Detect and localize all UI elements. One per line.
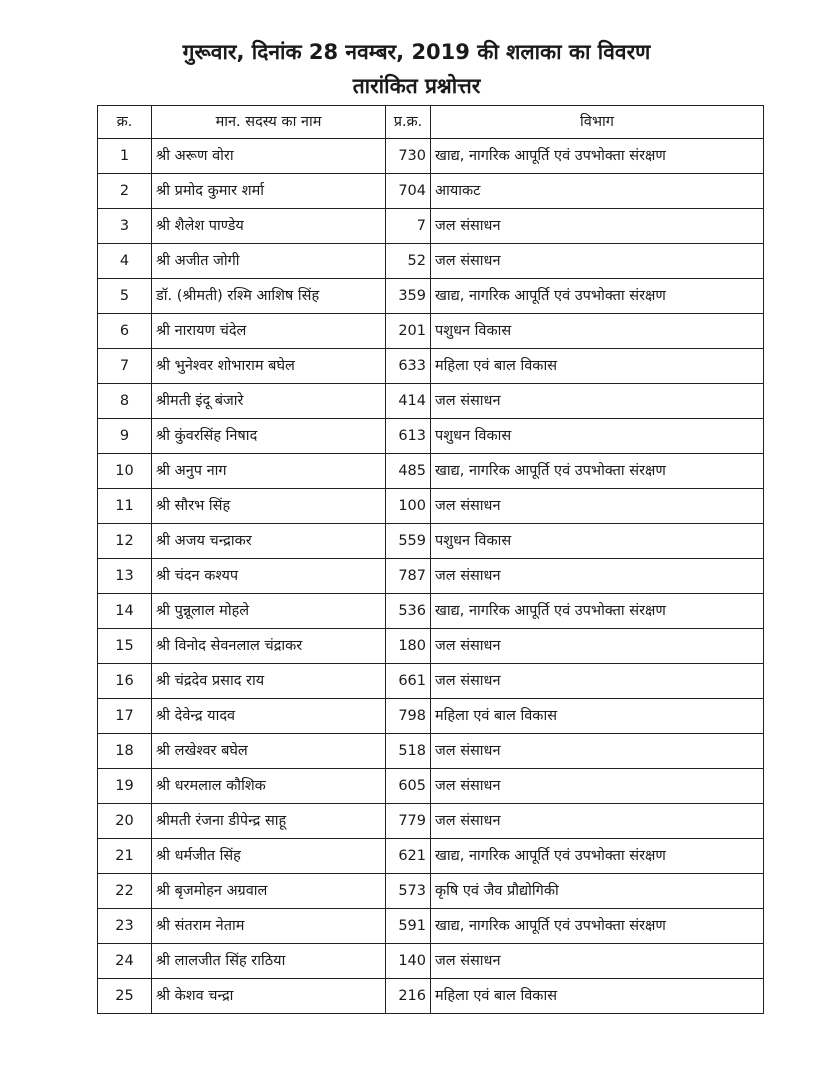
cell-department: महिला एवं बाल विकास: [431, 699, 764, 734]
table-header-row: [98, 106, 764, 139]
cell-question-number: 52: [386, 244, 431, 279]
header-question-number: प्र.क्र.: [386, 106, 431, 139]
table-row: [98, 279, 764, 314]
cell-department: जल संसाधन: [431, 734, 764, 769]
header-department: विभाग: [431, 106, 764, 139]
cell-member-name: श्रीमती इंदू बंजारे: [152, 384, 386, 419]
cell-department: जल संसाधन: [431, 559, 764, 594]
cell-member-name: श्री प्रमोद कुमार शर्मा: [152, 174, 386, 209]
cell-department: खाद्य, नागरिक आपूर्ति एवं उपभोक्ता संरक्षण: [431, 454, 764, 489]
cell-sno: 8: [98, 384, 152, 419]
cell-member-name: श्री कुंवरसिंह निषाद: [152, 419, 386, 454]
cell-department: जल संसाधन: [431, 629, 764, 664]
cell-sno: 25: [98, 979, 152, 1014]
cell-question-number: 787: [386, 559, 431, 594]
cell-question-number: 201: [386, 314, 431, 349]
table-row: [98, 629, 764, 664]
cell-sno: 21: [98, 839, 152, 874]
cell-question-number: 573: [386, 874, 431, 909]
cell-sno: 20: [98, 804, 152, 839]
cell-question-number: 633: [386, 349, 431, 384]
cell-sno: 19: [98, 769, 152, 804]
cell-question-number: 559: [386, 524, 431, 559]
cell-sno: 4: [98, 244, 152, 279]
cell-department: जल संसाधन: [431, 769, 764, 804]
cell-member-name: श्री धर्मजीत सिंह: [152, 839, 386, 874]
table-row: [98, 314, 764, 349]
cell-question-number: 518: [386, 734, 431, 769]
cell-department: आयाकट: [431, 174, 764, 209]
cell-question-number: 100: [386, 489, 431, 524]
table-row: [98, 839, 764, 874]
cell-department: महिला एवं बाल विकास: [431, 979, 764, 1014]
cell-question-number: 605: [386, 769, 431, 804]
cell-member-name: श्रीमती रंजना डीपेन्द्र साहू: [152, 804, 386, 839]
table-row: [98, 804, 764, 839]
cell-member-name: श्री भुनेश्वर शोभाराम बघेल: [152, 349, 386, 384]
cell-department: जल संसाधन: [431, 209, 764, 244]
cell-member-name: श्री देवेन्द्र यादव: [152, 699, 386, 734]
cell-department: जल संसाधन: [431, 489, 764, 524]
cell-sno: 24: [98, 944, 152, 979]
cell-member-name: श्री बृजमोहन अग्रवाल: [152, 874, 386, 909]
cell-member-name: श्री चंद्रदेव प्रसाद राय: [152, 664, 386, 699]
table-row: [98, 174, 764, 209]
cell-sno: 6: [98, 314, 152, 349]
table-row: [98, 769, 764, 804]
table-row: [98, 909, 764, 944]
table-row: [98, 349, 764, 384]
table-row: [98, 489, 764, 524]
cell-department: कृषि एवं जैव प्रौद्योगिकी: [431, 874, 764, 909]
cell-sno: 12: [98, 524, 152, 559]
header-member-name: मान. सदस्य का नाम: [152, 106, 386, 139]
cell-department: पशुधन विकास: [431, 524, 764, 559]
cell-sno: 9: [98, 419, 152, 454]
table-body: [98, 139, 764, 1014]
cell-question-number: 591: [386, 909, 431, 944]
page-title: गुरूवार, दिनांक 28 नवम्बर, 2019 की शलाका का विवरण: [182, 40, 651, 64]
cell-sno: 3: [98, 209, 152, 244]
cell-member-name: श्री अजीत जोगी: [152, 244, 386, 279]
cell-question-number: 661: [386, 664, 431, 699]
table-row: [98, 664, 764, 699]
table-row: [98, 944, 764, 979]
header-sno: क्र.: [98, 106, 152, 139]
cell-member-name: श्री शैलेश पाण्डेय: [152, 209, 386, 244]
table-row: [98, 454, 764, 489]
cell-department: खाद्य, नागरिक आपूर्ति एवं उपभोक्ता संरक्षण: [431, 839, 764, 874]
page-subtitle: तारांकित प्रश्नोत्तर: [352, 74, 481, 98]
cell-question-number: 621: [386, 839, 431, 874]
cell-question-number: 613: [386, 419, 431, 454]
table-row: [98, 384, 764, 419]
table-row: [98, 139, 764, 174]
table-row: [98, 734, 764, 769]
table-row: [98, 244, 764, 279]
cell-question-number: 485: [386, 454, 431, 489]
table-row: [98, 559, 764, 594]
table-row: [98, 209, 764, 244]
cell-member-name: श्री संतराम नेताम: [152, 909, 386, 944]
cell-department: पशुधन विकास: [431, 314, 764, 349]
cell-sno: 17: [98, 699, 152, 734]
cell-sno: 10: [98, 454, 152, 489]
cell-sno: 7: [98, 349, 152, 384]
cell-department: जल संसाधन: [431, 664, 764, 699]
cell-sno: 22: [98, 874, 152, 909]
cell-member-name: श्री सौरभ सिंह: [152, 489, 386, 524]
cell-question-number: 180: [386, 629, 431, 664]
cell-member-name: श्री चंदन कश्यप: [152, 559, 386, 594]
cell-question-number: 536: [386, 594, 431, 629]
cell-member-name: श्री अजय चन्द्राकर: [152, 524, 386, 559]
questions-table: [97, 105, 764, 1014]
cell-question-number: 7: [386, 209, 431, 244]
cell-department: जल संसाधन: [431, 384, 764, 419]
cell-member-name: श्री अरूण वोरा: [152, 139, 386, 174]
cell-member-name: श्री धरमलाल कौशिक: [152, 769, 386, 804]
cell-department: जल संसाधन: [431, 244, 764, 279]
cell-sno: 11: [98, 489, 152, 524]
cell-department: जल संसाधन: [431, 804, 764, 839]
cell-department: महिला एवं बाल विकास: [431, 349, 764, 384]
cell-member-name: श्री नारायण चंदेल: [152, 314, 386, 349]
cell-department: पशुधन विकास: [431, 419, 764, 454]
cell-member-name: श्री पुन्नूलाल मोहले: [152, 594, 386, 629]
cell-sno: 18: [98, 734, 152, 769]
table-row: [98, 524, 764, 559]
cell-member-name: श्री केशव चन्द्रा: [152, 979, 386, 1014]
cell-sno: 15: [98, 629, 152, 664]
cell-member-name: श्री लखेश्वर बघेल: [152, 734, 386, 769]
table-row: [98, 979, 764, 1014]
cell-member-name: श्री लालजीत सिंह राठिया: [152, 944, 386, 979]
cell-sno: 5: [98, 279, 152, 314]
cell-department: खाद्य, नागरिक आपूर्ति एवं उपभोक्ता संरक्षण: [431, 279, 764, 314]
cell-department: खाद्य, नागरिक आपूर्ति एवं उपभोक्ता संरक्षण: [431, 909, 764, 944]
cell-question-number: 704: [386, 174, 431, 209]
cell-question-number: 798: [386, 699, 431, 734]
cell-question-number: 140: [386, 944, 431, 979]
cell-question-number: 216: [386, 979, 431, 1014]
cell-member-name: श्री विनोद सेवनलाल चंद्राकर: [152, 629, 386, 664]
cell-question-number: 730: [386, 139, 431, 174]
cell-member-name: डॉ. (श्रीमती) रश्मि आशिष सिंह: [152, 279, 386, 314]
table-row: [98, 699, 764, 734]
cell-question-number: 779: [386, 804, 431, 839]
cell-department: खाद्य, नागरिक आपूर्ति एवं उपभोक्ता संरक्षण: [431, 594, 764, 629]
table-row: [98, 419, 764, 454]
table-row: [98, 874, 764, 909]
cell-member-name: श्री अनुप नाग: [152, 454, 386, 489]
cell-sno: 23: [98, 909, 152, 944]
table-row: [98, 594, 764, 629]
cell-sno: 16: [98, 664, 152, 699]
cell-question-number: 414: [386, 384, 431, 419]
cell-department: जल संसाधन: [431, 944, 764, 979]
cell-department: खाद्य, नागरिक आपूर्ति एवं उपभोक्ता संरक्षण: [431, 139, 764, 174]
cell-question-number: 359: [386, 279, 431, 314]
cell-sno: 2: [98, 174, 152, 209]
cell-sno: 14: [98, 594, 152, 629]
cell-sno: 13: [98, 559, 152, 594]
cell-sno: 1: [98, 139, 152, 174]
